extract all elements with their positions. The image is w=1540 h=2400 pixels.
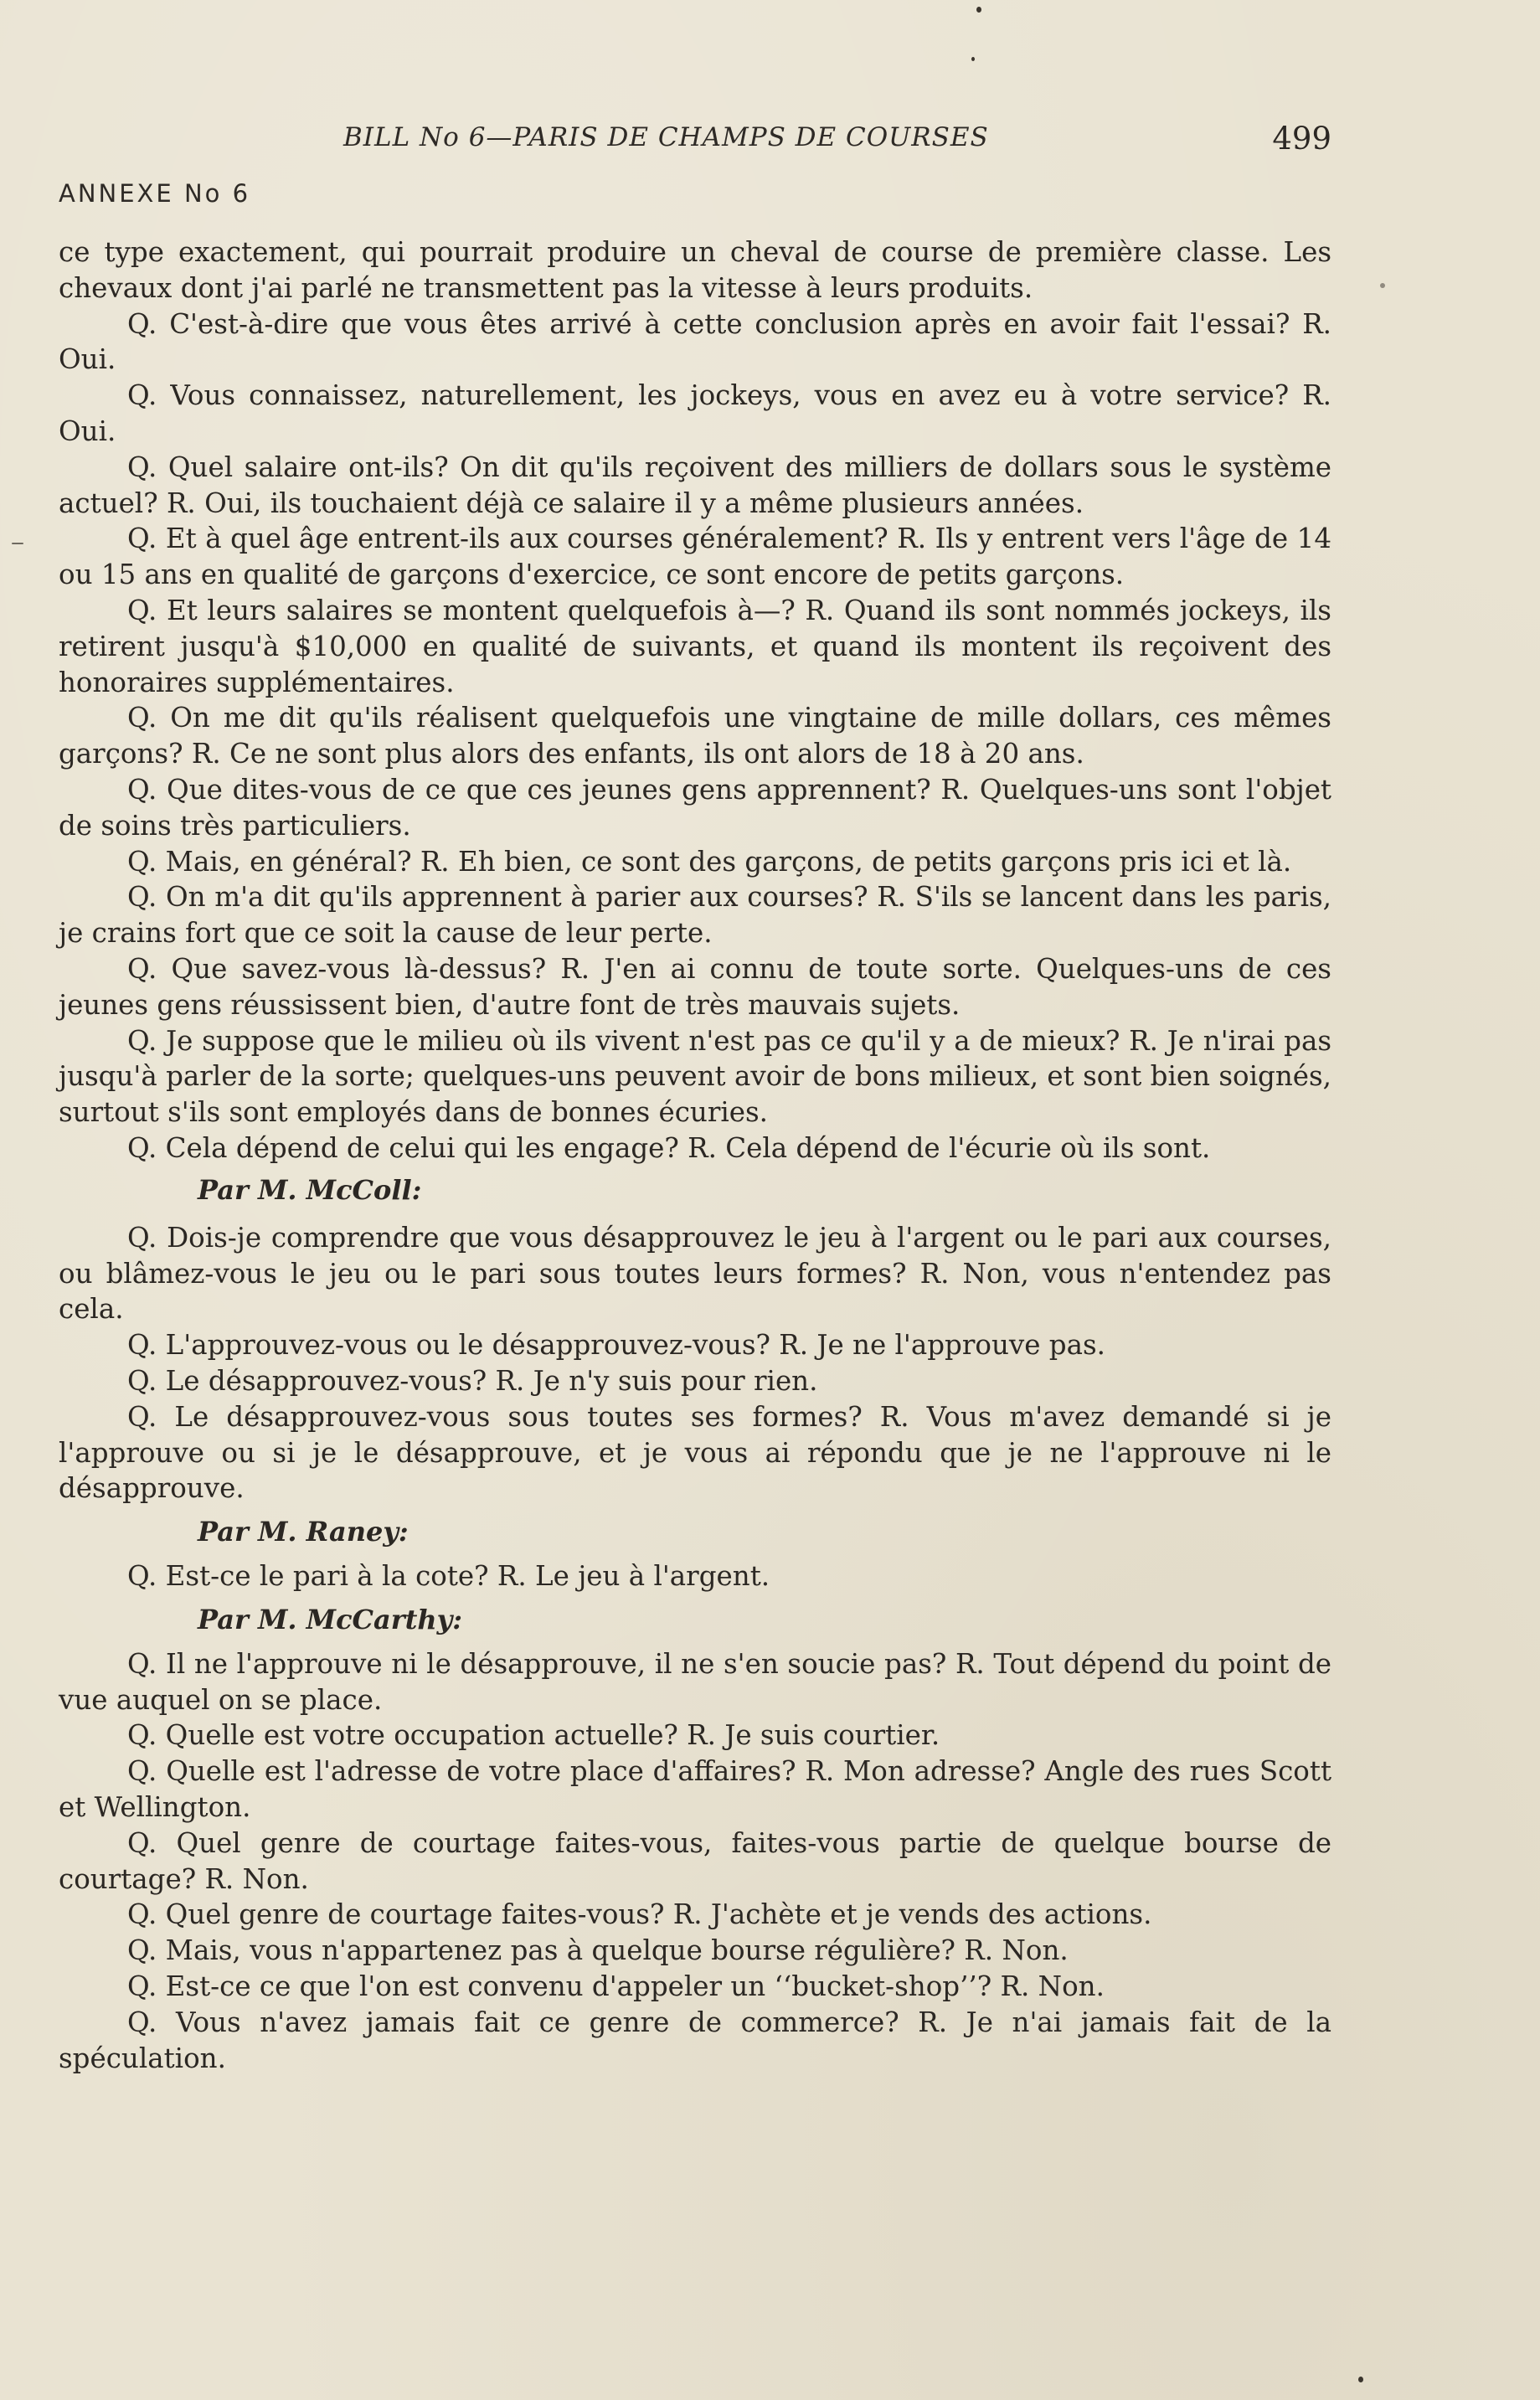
speaker-heading: Par M. Raney: xyxy=(198,1516,409,1548)
paragraph: Q. Vous connaissez, naturellement, les jockeys, vous en avez eu à votre service? R. Oui. xyxy=(59,379,1331,447)
paragraph: Q. C'est-à-dire que vous êtes arrivé à cette conclusion après en avoir fait l'essai? R. Oui. xyxy=(59,307,1331,376)
paragraph: Q. Quel salaire ont-ils? On dit qu'ils reçoivent des milliers de dollars sous le système actuel? R. Oui, ils touchaient déjà ce salaire il y a même plusieurs années. xyxy=(59,451,1331,519)
speaker-heading: Par M. McCarthy: xyxy=(198,1603,463,1635)
running-title: BILL No 6—PARIS DE CHAMPS DE COURSES xyxy=(343,122,989,152)
speaker-heading: Par M. McColl: xyxy=(198,1173,422,1206)
paragraph: Q. Quelle est l'adresse de votre place d'affaires? R. Mon adresse? Angle des rues Scott et Wellington. xyxy=(59,1755,1331,1824)
paragraph: Q. Il ne l'approuve ni le désapprouve, il ne s'en soucie pas? R. Tout dépend du point de vue auquel on se place. xyxy=(59,1647,1331,1716)
paragraph: Q. On m'a dit qu'ils apprennent à parier aux courses? R. S'ils se lancent dans les paris, je crains fort que ce soit la cause de leur perte. xyxy=(59,881,1331,950)
body-text xyxy=(59,234,1331,2076)
paragraph: Q. Vous n'avez jamais fait ce genre de commerce? R. Je n'ai jamais fait de la spéculation. xyxy=(59,2006,1331,2074)
paragraph: Q. Dois-je comprendre que vous désapprouvez le jeu à l'argent ou le pari aux courses, ou blâmez-vous le jeu ou le pari sous toutes leurs formes? R. Non, vous n'entendez pas cela. xyxy=(59,1221,1331,1326)
paragraph: Q. Cela dépend de celui qui les engage? R. Cela dépend de l'écurie où ils sont. xyxy=(127,1131,1211,1164)
paragraph: Q. Le désapprouvez-vous sous toutes ses formes? R. Vous m'avez demandé si je l'approuve ou si je le désapprouve, et je vous ai répondu que je ne l'approuve ni le désapprouve. xyxy=(59,1400,1331,1505)
paragraph: Q. Que dites-vous de ce que ces jeunes gens apprennent? R. Quelques-uns sont l'objet de soins très particuliers. xyxy=(59,773,1331,842)
paragraph: Q. Quel genre de courtage faites-vous, faites-vous partie de quelque bourse de courtage? R. Non. xyxy=(59,1826,1331,1895)
paragraph: ce type exactement, qui pourrait produire un cheval de course de première classe. Les chevaux dont j'ai parlé ne transmettent pas la vitesse à leurs produits. xyxy=(59,236,1331,304)
paragraph: Q. Mais, vous n'appartenez pas à quelque bourse régulière? R. Non. xyxy=(127,1934,1069,1967)
paragraph: Q. L'approuvez-vous ou le désapprouvez-vous? R. Je ne l'approuve pas. xyxy=(127,1329,1105,1362)
paragraph: Q. On me dit qu'ils réalisent quelquefois une vingtaine de mille dollars, ces mêmes garçons? R. Ce ne sont plus alors des enfants, ils ont alors de 18 à 20 ans. xyxy=(59,702,1331,770)
paragraph: Q. Que savez-vous là-dessus? R. J'en ai connu de toute sorte. Quelques-uns de ces jeunes gens réussissent bien, d'autre font de très mauvais sujets. xyxy=(59,952,1331,1021)
paragraph: Q. Mais, en général? R. Eh bien, ce sont des garçons, de petits garçons pris ici et là. xyxy=(127,845,1292,878)
paper-speck xyxy=(1358,2377,1363,2382)
paragraph: Q. Quel genre de courtage faites-vous? R. J'achète et je vends des actions. xyxy=(127,1898,1152,1931)
page-number: 499 xyxy=(1272,121,1331,157)
paragraph: Q. Je suppose que le milieu où ils vivent n'est pas ce qu'il y a de mieux? R. Je n'irai pas jusqu'à parler de la sorte; quelques-uns peuvent avoir de bons milieux, et sont bien soignés, surtout s'ils sont employés dans de bonnes écuries. xyxy=(59,1024,1331,1129)
paragraph: Q. Quelle est votre occupation actuelle? R. Je suis courtier. xyxy=(127,1719,940,1752)
paper-speck xyxy=(1380,283,1385,288)
document-page xyxy=(59,109,1331,2370)
paragraph: Q. Est-ce ce que l'on est convenu d'appeler un ‘‘bucket-shop’’? R. Non. xyxy=(127,1970,1105,2003)
section-label: ANNEXE No 6 xyxy=(59,179,251,208)
paragraph: Q. Et à quel âge entrent-ils aux courses généralement? R. Ils y entrent vers l'âge de 14 ou 15 ans en qualité de garçons d'exercice, ce sont encore de petits garçons. xyxy=(59,523,1331,591)
paragraph: Q. Est-ce le pari à la cote? R. Le jeu à l'argent. xyxy=(127,1560,770,1593)
paper-speck xyxy=(12,543,23,544)
running-header xyxy=(59,109,1331,167)
paper-speck xyxy=(976,7,981,13)
paragraph: Q. Et leurs salaires se montent quelquefois à—? R. Quand ils sont nommés jockeys, ils retirent jusqu'à $10,000 en qualité de suivants, et quand ils montent ils reçoivent des honoraires supplémentaires. xyxy=(59,594,1331,698)
paragraph: Q. Le désapprouvez-vous? R. Je n'y suis pour rien. xyxy=(127,1364,818,1397)
paper-speck xyxy=(971,57,975,61)
